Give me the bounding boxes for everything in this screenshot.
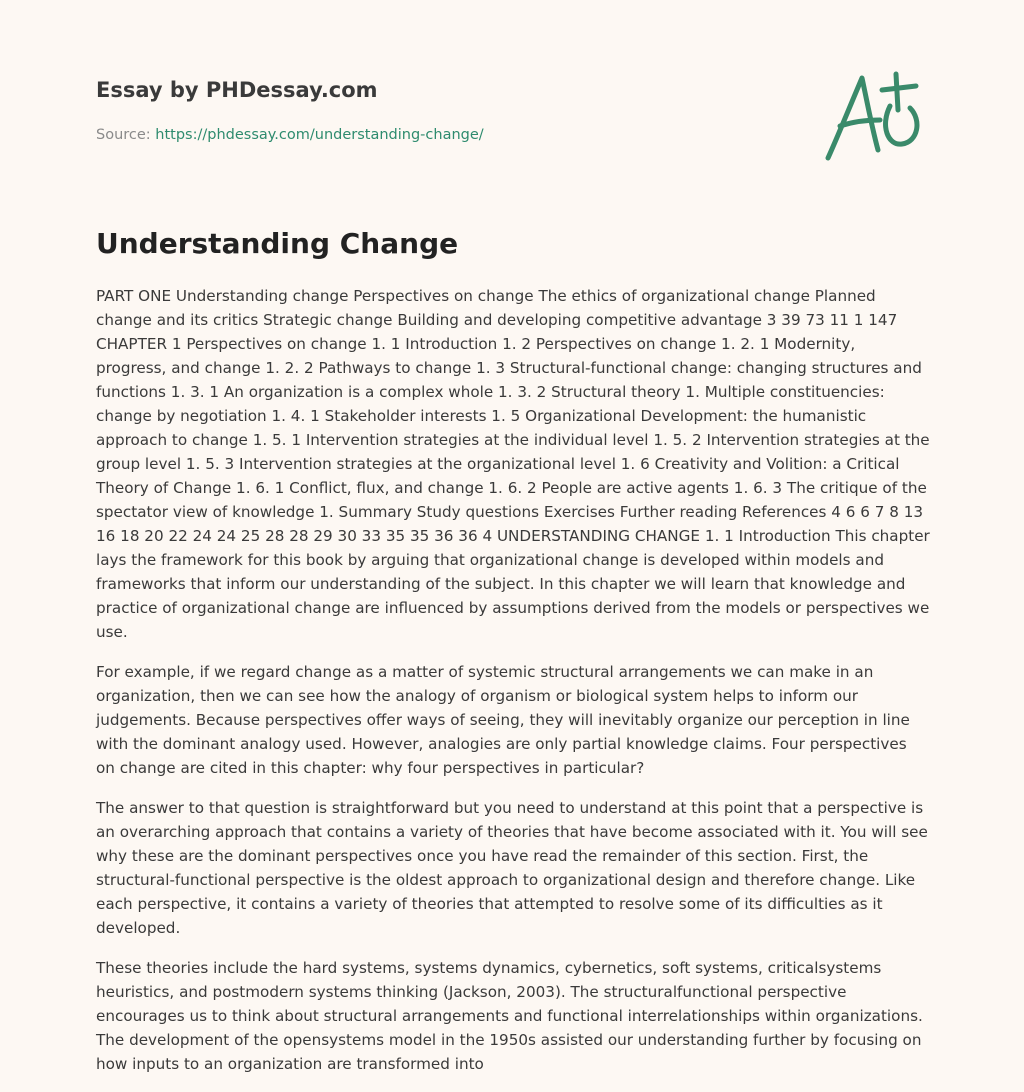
paragraph: The answer to that question is straightforward but you need to understand at this point that a perspective is an overarching approach that contains a variety of theories that have become associated with it. You will see why these are the dominant perspectives once you have read the remainder of this section. First, the structural-functional perspective is the oldest approach to organizational design and therefore change. Like each perspective, it contains a variety of theories that attempted to resolve some of its difficulties as it developed. xyxy=(96,799,928,937)
paragraph: For example, if we regard change as a matter of systemic structural arrangements we can make in an organization, then we can see how the analogy of organism or biological system helps to inform our judgements. Because perspectives offer ways of seeing, they will inevitably organize our perception in line with the dominant analogy used. However, analogies are only partial knowledge claims. Four perspectives on change are cited in this chapter: why four perspectives in particular? xyxy=(96,663,910,777)
document-body xyxy=(96,284,930,1092)
paragraph: These theories include the hard systems, systems dynamics, cybernetics, soft systems, criticalsystems heuristics, and postmodern systems thinking (Jackson, 2003). The structuralfunctional perspective encourages us to think about structural arrangements and functional interrelationships within organizations. The development of the opensystems model in the 1950s assisted our understanding further by focusing on how inputs to an organization are transformed into xyxy=(96,959,923,1073)
paragraph: PART ONE Understanding change Perspectives on change The ethics of organizational change Planned change and its critics Strategic change Building and developing competitive advantage 3 39 73 11 1 147 CHAPTER 1 Perspectives on change 1. 1 Introduction 1. 2 Perspectives on change 1. 2. 1 Modernity, progress, and change 1. 2. 2 Pathways to change 1. 3 Structural-functional change: changing structures and functions 1. 3. 1 An organization is a complex whole 1. 3. 2 Structural theory 1. Multiple constituencies: change by negotiation 1. 4. 1 Stakeholder interests 1. 5 Organizational Development: the humanistic approach to change 1. 5. 1 Intervention strategies at the individual level 1. 5. 2 Intervention strategies at the group level 1. 5. 3 Intervention strategies at the organizational level 1. 6 Creativity and Volition: a Critical Theory of Change 1. 6. 1 Conflict, flux, and change 1. 6. 2 People are active agents 1. 6. 3 The critique of the spectator view of knowledge 1. Summary Study questions Exercises Further reading References 4 6 6 7 8 13 16 18 20 22 24 24 25 28 28 29 30 33 35 35 36 36 4 UNDERSTANDING CHANGE 1. 1 Introduction This chapter lays the framework for this book by arguing that organizational change is developed within models and frameworks that inform our understanding of the subject. In this chapter we will learn that knowledge and practice of organizational change are influenced by assumptions derived from the models or perspectives we use. xyxy=(96,287,930,641)
source-line xyxy=(96,125,796,145)
source-label: Source: xyxy=(96,127,156,143)
essay-header xyxy=(96,76,796,145)
document-title: Understanding Change xyxy=(96,227,459,260)
a-plus-logo-icon xyxy=(818,66,930,166)
site-title: Essay by PHDessay.com xyxy=(96,78,378,102)
source-link[interactable]: https://phdessay.com/understanding-change/ xyxy=(155,127,484,143)
